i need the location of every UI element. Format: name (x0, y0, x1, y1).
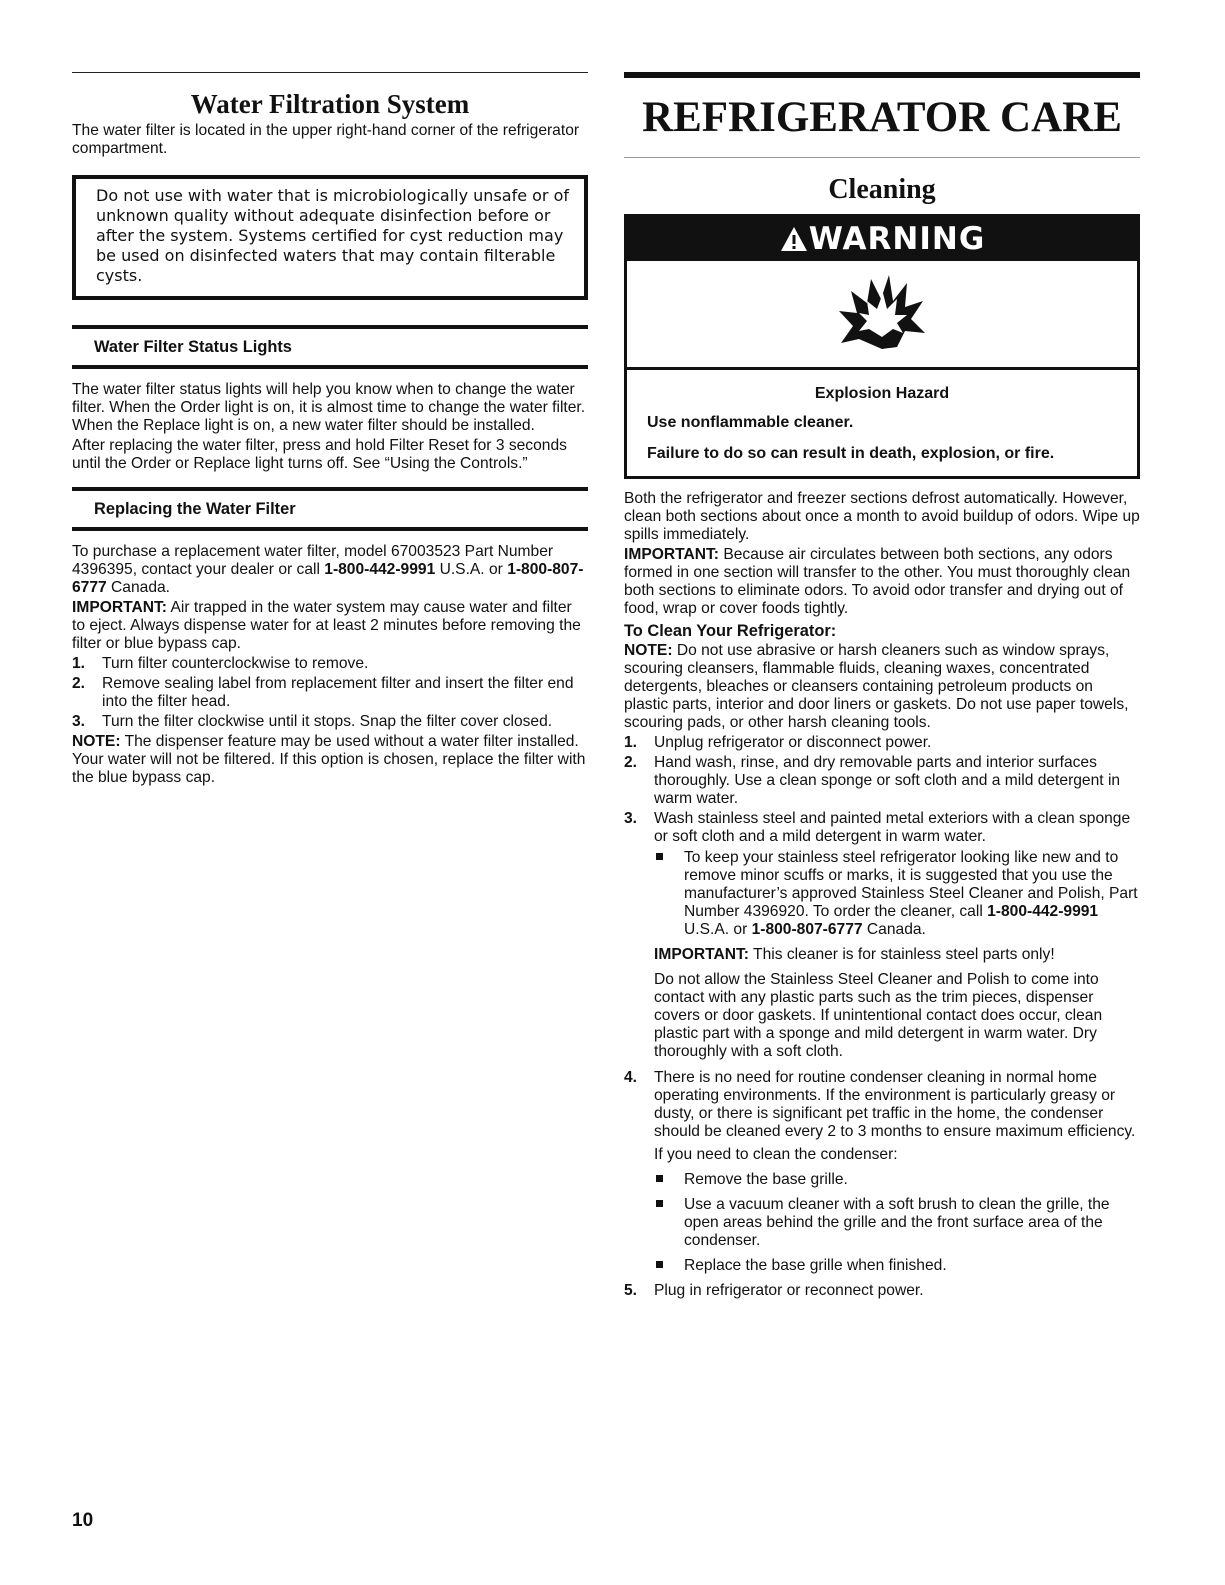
list-item (624, 1069, 1140, 1275)
important-label: IMPORTANT: (72, 599, 167, 616)
bullet-text: Use a vacuum cleaner with a soft brush to clean the grille, the open areas behind the grille and the front surface area of the condenser. (684, 1196, 1110, 1249)
stainless-caution-paragraph: Do not allow the Stainless Steel Cleaner and Polish to come into contact with any plastic parts such as the trim pieces, dispenser covers or door gaskets. If unintentional contact does occur, clean plastic part with a sponge and mild detergent in warm water. Dry thoroughly with a soft cloth. (654, 971, 1103, 1060)
step-number: 2. (624, 754, 638, 771)
section-title: Water Filtration System (190, 89, 470, 119)
status-lights-heading: Water Filter Status Lights (72, 325, 588, 369)
list-item (624, 810, 1140, 1061)
step-number: 3. (72, 713, 86, 730)
usa-or-text: U.S.A. or (684, 921, 752, 938)
list-item (654, 849, 1140, 939)
step-text: Unplug refrigerator or disconnect power. (654, 734, 932, 751)
cleaner-note (624, 642, 1140, 732)
explosion-icon (837, 271, 927, 357)
warning-header (627, 217, 1137, 261)
bullet-text: Remove the base grille. (684, 1171, 848, 1188)
bullet-icon (654, 1257, 684, 1275)
phone-canada: 1-800-807-6777 (72, 561, 584, 596)
right-column (624, 0, 1140, 1300)
list-item (654, 1257, 1140, 1275)
step-number: 3. (624, 810, 638, 827)
replacement-text: To purchase a replacement water filter, model 67003523 Part Number 4396395, contact your dealer or call (72, 543, 554, 578)
note-text: Do not use abrasive or harsh cleaners such as window sprays, scouring cleansers, flammable fluids, cleaning waxes, concentrated detergents, bleaches or cleansers containing petroleum products on plastic parts, interior and door liners or gaskets. Do not use paper towels, scouring pads, or other harsh cleaning tools. (624, 642, 1129, 731)
list-item (624, 1282, 1140, 1300)
warning-box (624, 214, 1140, 479)
important-label: IMPORTANT: (624, 546, 719, 563)
step-text: Hand wash, rinse, and dry removable parts and interior surfaces thoroughly. Use a clean sponge or soft cloth and a mild detergent in warm water. (654, 754, 1121, 807)
step-text: There is no need for routine condenser cleaning in normal home operating environments. If the environment is particularly greasy or dusty, or there is significant pet traffic in the home, the condenser should be cleaned every 2 to 3 months to ensure maximum efficiency. (654, 1069, 1136, 1140)
clean-refrigerator-heading: To Clean Your Refrigerator: (624, 622, 837, 640)
step-text: Turn filter counterclockwise to remove. (102, 655, 369, 672)
cleaning-heading: Cleaning (828, 174, 936, 205)
replacement-steps (72, 655, 588, 731)
step-text: Turn the filter clockwise until it stops. Snap the filter cover closed. (102, 713, 553, 730)
top-thick-rule (624, 72, 1140, 78)
important-text: Because air circulates between both sections, any odors formed in one section will transfer to the other. You must thoroughly clean both sections to eliminate odors. To avoid odor transfer and drying out of food, wrap or cover foods tightly. (624, 546, 1131, 617)
bullet-icon (654, 1196, 684, 1250)
phone-usa: 1-800-442-9991 (324, 561, 436, 578)
warning-line-2: Failure to do so can result in death, explosion, or fire. (647, 445, 1055, 462)
list-item (72, 713, 588, 731)
warning-label: WARNING (808, 221, 986, 257)
canada-text: Canada. (106, 579, 170, 596)
list-item (624, 734, 1140, 752)
note-label: NOTE: (624, 642, 673, 659)
warning-text-area (627, 370, 1137, 476)
warning-triangle-icon (779, 225, 809, 253)
notice-text: Do not use with water that is microbiologically unsafe or of unknown quality without adequate disinfection before or after the system. Systems certified for cyst reduction may be used on disinfected waters that may contain filterable cysts. (96, 186, 570, 285)
phone-usa: 1-800-442-9991 (987, 903, 1099, 920)
step-4-body (654, 1069, 1140, 1275)
dispenser-note (72, 733, 588, 787)
intro-text: The water filter is located in the upper right-hand corner of the refrigerator compartment. (72, 122, 580, 157)
list-item (654, 1171, 1140, 1189)
important-text: Air trapped in the water system may cause water and filter to eject. Always dispense water for at least 2 minutes before removing the filter or blue bypass cap. (72, 599, 581, 652)
left-column (72, 0, 588, 787)
list-item (654, 1196, 1140, 1250)
step-number: 2. (72, 675, 86, 692)
condenser-intro: If you need to clean the condenser: (654, 1146, 898, 1163)
status-lights-paragraph-1: The water filter status lights will help you know when to change the water filter. When the Order light is on, it is almost time to change the water filter. When the Replace light is on, a new water filter should be installed. (72, 381, 586, 434)
step-number: 1. (624, 734, 638, 751)
step-number: 5. (624, 1282, 638, 1299)
explosion-pictogram (627, 261, 1137, 370)
bullet-icon (654, 849, 684, 939)
bullet-text: Replace the base grille when finished. (684, 1257, 947, 1274)
list-item (72, 675, 588, 711)
water-safety-notice (72, 175, 588, 300)
replacing-filter-heading: Replacing the Water Filter (72, 487, 588, 531)
replacement-paragraph (72, 543, 588, 597)
status-lights-paragraph-2: After replacing the water filter, press and hold Filter Reset for 3 seconds until the Order or Replace light turns off. See “Using the Controls.” (72, 437, 567, 472)
step-text: Wash stainless steel and painted metal exteriors with a clean sponge or soft cloth and a mild detergent in warm water. (654, 810, 1131, 845)
note-text: The dispenser feature may be used without a water filter installed. Your water will not be filtered. If this option is chosen, replace the filter with the blue bypass cap. (72, 733, 586, 786)
important-text: This cleaner is for stainless steel parts only! (749, 946, 1055, 963)
step-3-body (654, 810, 1140, 1061)
step-number: 4. (624, 1069, 638, 1086)
list-item (624, 754, 1140, 808)
top-rule (72, 72, 588, 73)
note-label: NOTE: (72, 733, 121, 750)
step-text: Remove sealing label from replacement filter and insert the filter end into the filter head. (102, 675, 574, 710)
important-odor-paragraph (624, 546, 1140, 618)
step-number: 1. (72, 655, 86, 672)
title-rule (624, 157, 1140, 158)
phone-canada: 1-800-807-6777 (751, 921, 863, 938)
defrost-paragraph: Both the refrigerator and freezer sections defrost automatically. However, clean both sections about once a month to avoid buildup of odors. Wipe up spills immediately. (624, 490, 1140, 543)
important-label: IMPORTANT: (654, 946, 749, 963)
important-air-paragraph (72, 599, 588, 653)
step-text: Plug in refrigerator or reconnect power. (654, 1282, 924, 1299)
stainless-important (654, 946, 1140, 964)
usa-or-text: U.S.A. or (435, 561, 508, 578)
page-title: REFRIGERATOR CARE (642, 94, 1122, 141)
hazard-title: Explosion Hazard (814, 385, 950, 402)
page-number: 10 (72, 1510, 94, 1531)
bullet-icon (654, 1171, 684, 1189)
stainless-cleaner-text (684, 849, 1140, 939)
warning-line-1: Use nonflammable cleaner. (647, 414, 854, 431)
list-item (72, 655, 588, 673)
canada-text: Canada. (862, 921, 926, 938)
bullet-text: To keep your stainless steel refrigerator looking like new and to remove minor scuffs or marks, it is suggested that you use the manufacturer’s approved Stainless Steel Cleaner and Polish, Part Number 4396920. To order the cleaner, call (684, 849, 1138, 920)
